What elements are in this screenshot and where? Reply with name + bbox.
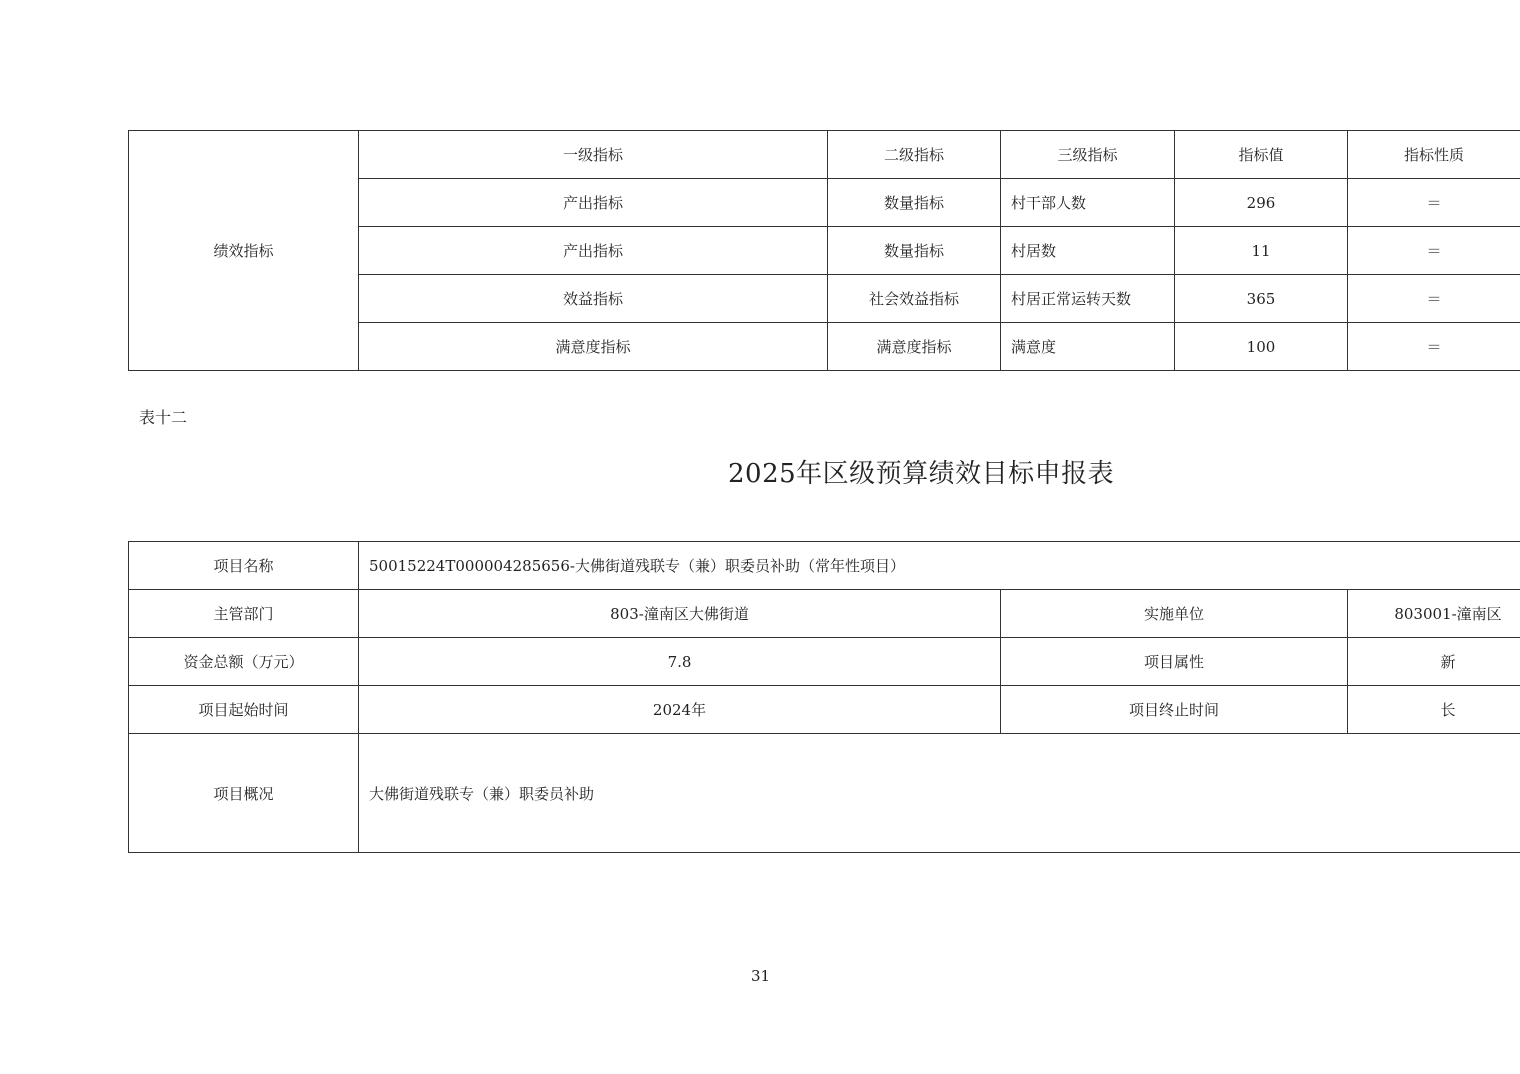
cell-level1: 产出指标 — [359, 227, 828, 275]
cell-level1: 满意度指标 — [359, 323, 828, 371]
table-number-label: 表十二 — [139, 408, 188, 427]
table-row — [129, 542, 1520, 590]
project-info-table — [128, 541, 1520, 853]
project-overview-label: 项目概况 — [129, 734, 359, 853]
project-name-label: 项目名称 — [129, 542, 359, 590]
header-value: 指标值 — [1175, 131, 1348, 179]
cell-level2: 数量指标 — [828, 227, 1001, 275]
cell-level2: 社会效益指标 — [828, 275, 1001, 323]
implementing-unit-label: 实施单位 — [1001, 590, 1348, 638]
total-funds-label: 资金总额（万元） — [129, 638, 359, 686]
cell-nature: ＝ — [1348, 275, 1520, 323]
table-row — [129, 734, 1520, 853]
cell-level3: 村居数 — [1001, 227, 1175, 275]
cell-value: 365 — [1175, 275, 1348, 323]
table-row — [129, 638, 1520, 686]
document-title: 2025年区级预算绩效目标申报表 — [728, 459, 1115, 489]
cell-level1: 产出指标 — [359, 179, 828, 227]
cell-value: 11 — [1175, 227, 1348, 275]
page-number: 31 — [751, 967, 771, 985]
department-value: 803-潼南区大佛街道 — [359, 590, 1001, 638]
cell-nature: ＝ — [1348, 179, 1520, 227]
header-level2: 二级指标 — [828, 131, 1001, 179]
cell-level2: 数量指标 — [828, 179, 1001, 227]
cell-nature: ＝ — [1348, 323, 1520, 371]
table-header-row — [129, 131, 1520, 179]
end-time-label: 项目终止时间 — [1001, 686, 1348, 734]
performance-indicator-table — [128, 130, 1520, 371]
project-name-value: 50015224T000004285656-大佛街道残联专（兼）职委员补助（常年性项目） — [359, 542, 1520, 590]
cell-value: 100 — [1175, 323, 1348, 371]
cell-level3: 满意度 — [1001, 323, 1175, 371]
table-row — [129, 590, 1520, 638]
cell-level3: 村干部人数 — [1001, 179, 1175, 227]
project-attribute-value: 新 — [1348, 638, 1520, 686]
table-row — [129, 686, 1520, 734]
total-funds-value: 7.8 — [359, 638, 1001, 686]
end-time-value: 长 — [1348, 686, 1520, 734]
header-nature: 指标性质 — [1348, 131, 1520, 179]
implementing-unit-value: 803001-潼南区 — [1348, 590, 1520, 638]
cell-nature: ＝ — [1348, 227, 1520, 275]
header-level3: 三级指标 — [1001, 131, 1175, 179]
project-attribute-label: 项目属性 — [1001, 638, 1348, 686]
cell-level2: 满意度指标 — [828, 323, 1001, 371]
project-overview-value: 大佛街道残联专（兼）职委员补助 — [359, 734, 1520, 853]
department-label: 主管部门 — [129, 590, 359, 638]
start-time-label: 项目起始时间 — [129, 686, 359, 734]
performance-section-label: 绩效指标 — [129, 131, 359, 371]
cell-value: 296 — [1175, 179, 1348, 227]
cell-level1: 效益指标 — [359, 275, 828, 323]
cell-level3: 村居正常运转天数 — [1001, 275, 1175, 323]
header-level1: 一级指标 — [359, 131, 828, 179]
start-time-value: 2024年 — [359, 686, 1001, 734]
